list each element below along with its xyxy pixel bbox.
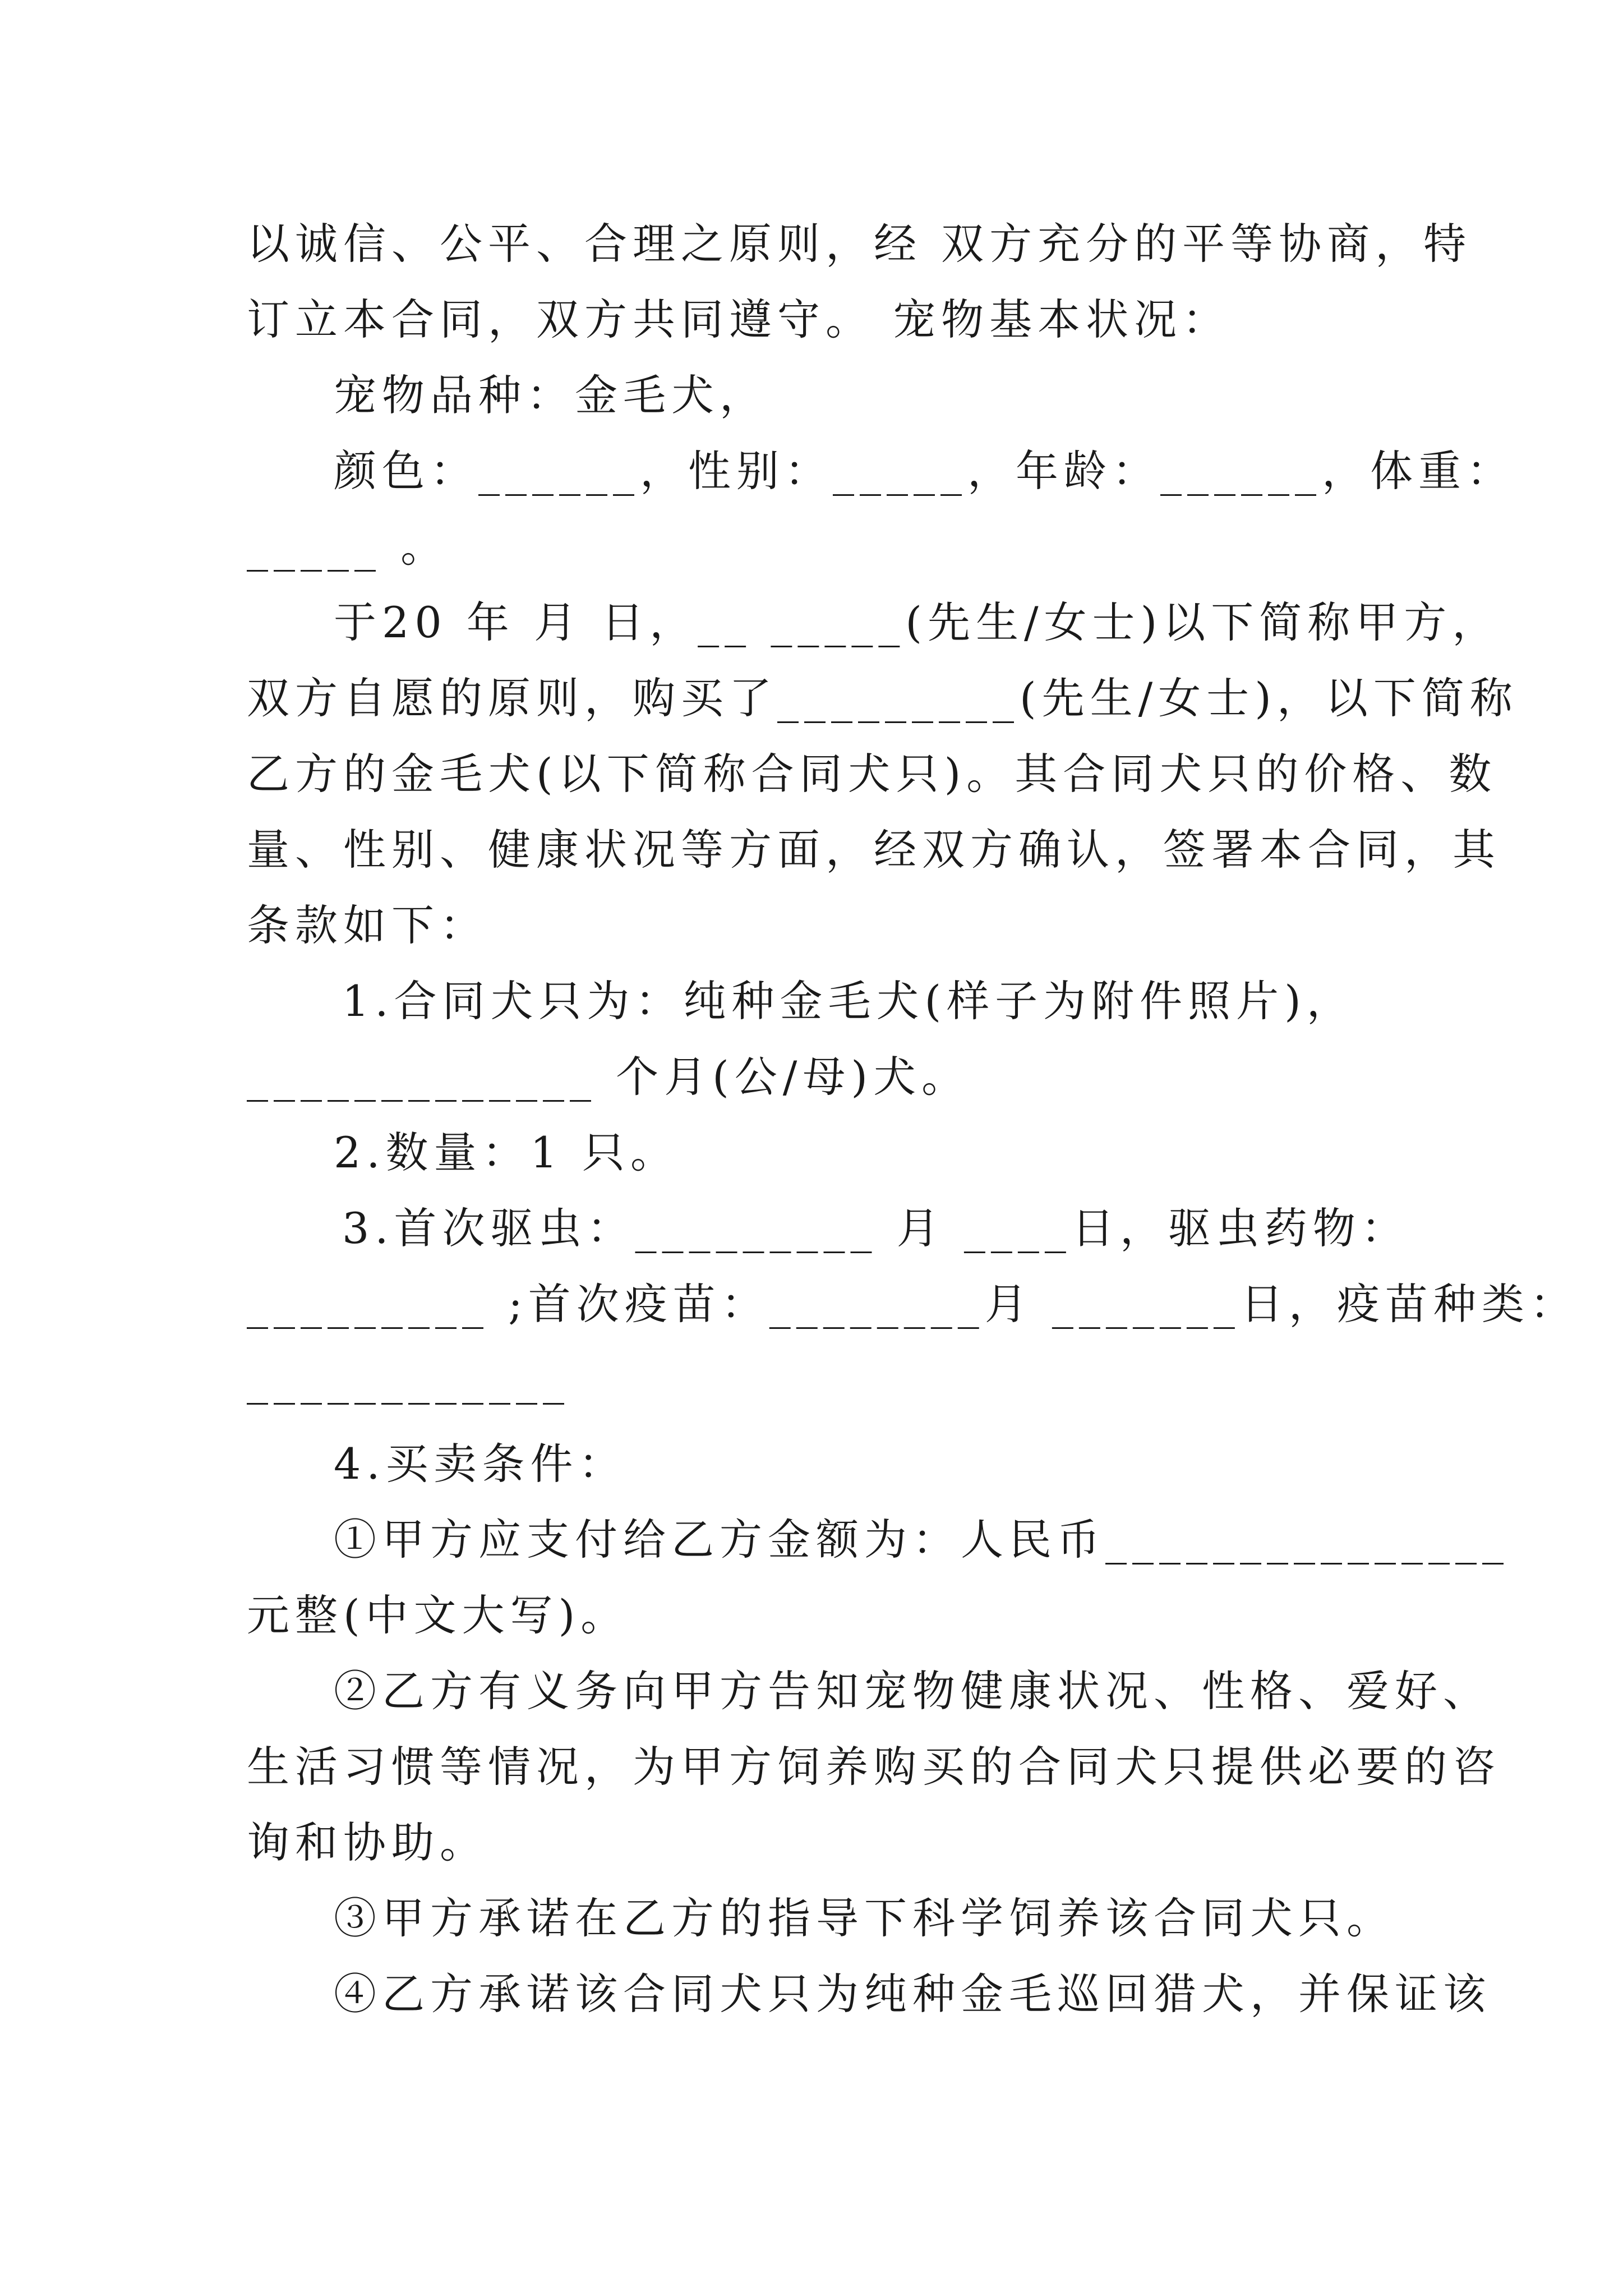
text-line: _________ ;首次疫苗：________月 _______日，疫苗种类：: [247, 1279, 1578, 1329]
text-line: ①甲方应支付给乙方金额为：人民币_______________: [334, 1515, 1509, 1565]
text-line: 于20 年 月 日，__ _____(先生/女士)以下简称甲方，: [334, 597, 1501, 647]
text-line: 量、性别、健康状况等方面，经双方确认，签署本合同，其: [247, 825, 1501, 875]
text-line: 条款如下：: [247, 900, 488, 950]
text-line: 生活习惯等情况，为甲方饲养购买的合同犬只提供必要的咨: [247, 1742, 1501, 1792]
text-line: 1.合同犬只为：纯种金毛犬(样子为附件照片)，: [342, 976, 1355, 1026]
text-line: ④乙方承诺该合同犬只为纯种金毛巡回猎犬，并保证该: [334, 1969, 1491, 2019]
text-line: 元整(中文大写)。: [247, 1590, 629, 1640]
text-line: ③甲方承诺在乙方的指导下科学饲养该合同犬只。: [334, 1893, 1395, 1943]
text-line: 3.首次驱虫：_________ 月 ____日，驱虫药物：: [342, 1203, 1409, 1253]
text-line: ②乙方有义务向甲方告知宠物健康状况、性格、爱好、: [334, 1666, 1491, 1716]
text-line: _____ 。: [247, 522, 449, 572]
text-line: _____________ 个月(公/母)犬。: [247, 1052, 970, 1102]
text-line: ____________: [247, 1355, 570, 1405]
text-line: 4.买卖条件：: [334, 1439, 627, 1489]
text-line: 宠物品种：金毛犬，: [334, 370, 768, 420]
text-line: 2.数量：1 只。: [334, 1128, 679, 1177]
text-line: 乙方的金毛犬(以下简称合同犬只)。其合同犬只的价格、数: [247, 749, 1497, 799]
text-line: 双方自愿的原则，购买了_________(先生/女士)，以下简称: [247, 673, 1518, 723]
text-line: 以诚信、公平、合理之原则，经 双方充分的平等协商，特: [247, 219, 1472, 269]
text-line: 询和协助。: [247, 1818, 488, 1867]
text-line: 订立本合同，双方共同遵守。 宠物基本状况：: [247, 295, 1231, 344]
text-line: 颜色：______，性别：_____，年龄：______，体重：: [334, 446, 1515, 496]
